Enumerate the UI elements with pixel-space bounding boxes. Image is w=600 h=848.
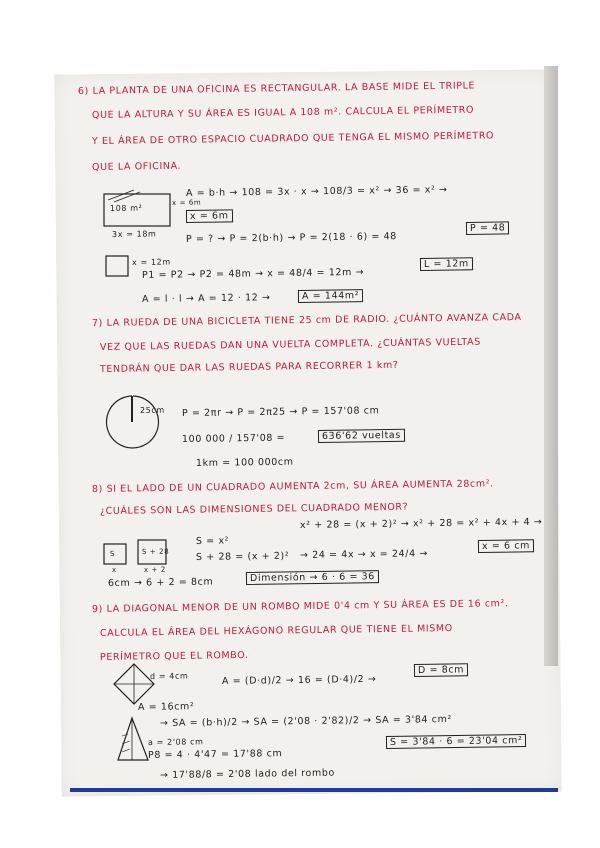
area-equation: A = b·h → 108 = 3x · x → 108/3 = x² → 36 = x² → — [185, 184, 448, 199]
large-square-side: x + 2 — [143, 565, 166, 574]
rhombus-area-label: A = 16cm² — [137, 701, 195, 713]
hatch-line — [108, 190, 134, 200]
problem-6-line-1: 6) LA PLANTA DE UNA OFICINA ES RECTANGULAR. LA BASE MIDE EL TRIPLE — [77, 80, 476, 97]
triangle-area-equation: → SA = (b·h)/2 → SA = (2'08 · 2'82)/2 → SA = 3'84 cm² — [159, 713, 452, 729]
rect-side-label: x = 6m — [171, 198, 202, 207]
x-result-box: x = 6m — [186, 209, 233, 223]
major-diagonal-box: D = 8cm — [414, 663, 468, 677]
wheel-perimeter-equation: P = 2πr → P = 2π25 → P = 157'08 cm — [181, 405, 380, 419]
hatch-line — [122, 734, 128, 736]
rect-area-label: 108 m² — [109, 203, 143, 213]
hatch-line — [122, 741, 130, 744]
side-result-box: L = 12m — [420, 257, 473, 271]
wheel-radius-label: 25cm — [139, 405, 165, 415]
problem-9-line-1: 9) LA DIAGONAL MENOR DE UN ROMBO MIDE 0'4 cm Y SU ÁREA ES DE 16 cm². — [91, 598, 509, 615]
triangle — [118, 718, 148, 760]
small-square-side: x — [111, 565, 117, 574]
square-area-result-box: A = 144m² — [298, 289, 363, 303]
expand-equation: x² + 28 = (x + 2)² → x² + 28 = x² + 4x + 4 → — [299, 516, 543, 531]
square-area-equation: A = l · l → A = 12 · 12 → — [141, 292, 271, 305]
problem-7-line-2: VEZ QUE LAS RUEDAS DAN UNA VUELTA COMPLETA. ¿CUÁNTAS VUELTAS — [99, 336, 481, 353]
rhombus-area-equation: A = (D·d)/2 → 16 = (D·4)/2 → — [221, 673, 377, 687]
problem-8-line-1: 8) SI EL LADO DE UN CUADRADO AUMENTA 2cm, SU ÁREA AUMENTA 28cm². — [91, 478, 494, 495]
problem-7-line-1: 7) LA RUEDA DE UNA BICICLETA TIENE 25 cm DE RADIO. ¿CUÁNTO AVANZA CADA — [91, 312, 522, 329]
problem-8-line-2: ¿CUÁLES SON LAS DIMENSIONES DEL CUADRADO MENOR? — [99, 501, 409, 517]
rect-base-label: 3x = 18m — [111, 229, 157, 239]
hexagon-area-box: S = 3'84 · 6 = 23'04 cm² — [386, 734, 527, 749]
diagonal-label: d = 4cm — [149, 671, 189, 681]
square-sketch — [106, 256, 128, 276]
s-equation: S = x² — [195, 535, 230, 547]
problem-7-line-3: TENDRÁN QUE DAR LAS RUEDAS PARA RECORRER 1 km? — [99, 359, 399, 375]
perimeter-result-box: P = 48 — [466, 221, 510, 235]
apothem-label: a = 2'08 cm — [147, 737, 204, 747]
solve-equation: → 24 = 4x → x = 24/4 → — [299, 548, 428, 561]
dimension-calc: 6cm → 6 + 2 = 8cm — [107, 576, 214, 589]
dimension-result-box: Dimensión → 6 · 6 = 36 — [246, 570, 379, 585]
problem-6-line-2: QUE LA ALTURA Y SU ÁREA ES IGUAL A 108 m². CALCULA EL PERÍMETRO — [91, 104, 475, 121]
x-solution-box: x = 6 cm — [478, 539, 534, 553]
equal-perimeter-equation: P1 = P2 → P2 = 48m → x = 48/4 = 12m → — [141, 266, 365, 281]
side-fraction: → 17'88/8 = 2'08 lado del rombo — [159, 767, 335, 781]
problem-6-line-4: QUE LA OFICINA. — [91, 160, 182, 173]
turns-division: 100 000 / 157'08 = — [181, 432, 286, 445]
turns-result-box: 636'62 vueltas — [318, 429, 405, 443]
s28-equation: S + 28 = (x + 2)² — [195, 550, 290, 563]
perimeter-equation: P = ? → P = 2(b·h) → P = 2(18 · 6) = 48 — [185, 231, 397, 245]
problem-9-line-2: CALCULA EL ÁREA DEL HEXÁGONO REGULAR QUE TIENE EL MISMO — [99, 623, 453, 639]
small-square-label: S — [109, 549, 116, 558]
problem-6-line-3: Y EL ÁREA DE OTRO ESPACIO CUADRADO QUE TENGA EL MISMO PERÍMETRO — [91, 130, 495, 147]
large-square-label: S + 28 — [141, 547, 170, 556]
hatch-line — [122, 749, 130, 752]
problem-9-line-3: PERÍMETRO QUE EL ROMBO. — [99, 649, 249, 663]
square-side-label: x = 12m — [131, 257, 171, 267]
perimeter-line: P8 = 4 · 4'47 = 17'88 cm — [147, 748, 283, 761]
km-conversion: 1km = 100 000cm — [195, 456, 294, 469]
